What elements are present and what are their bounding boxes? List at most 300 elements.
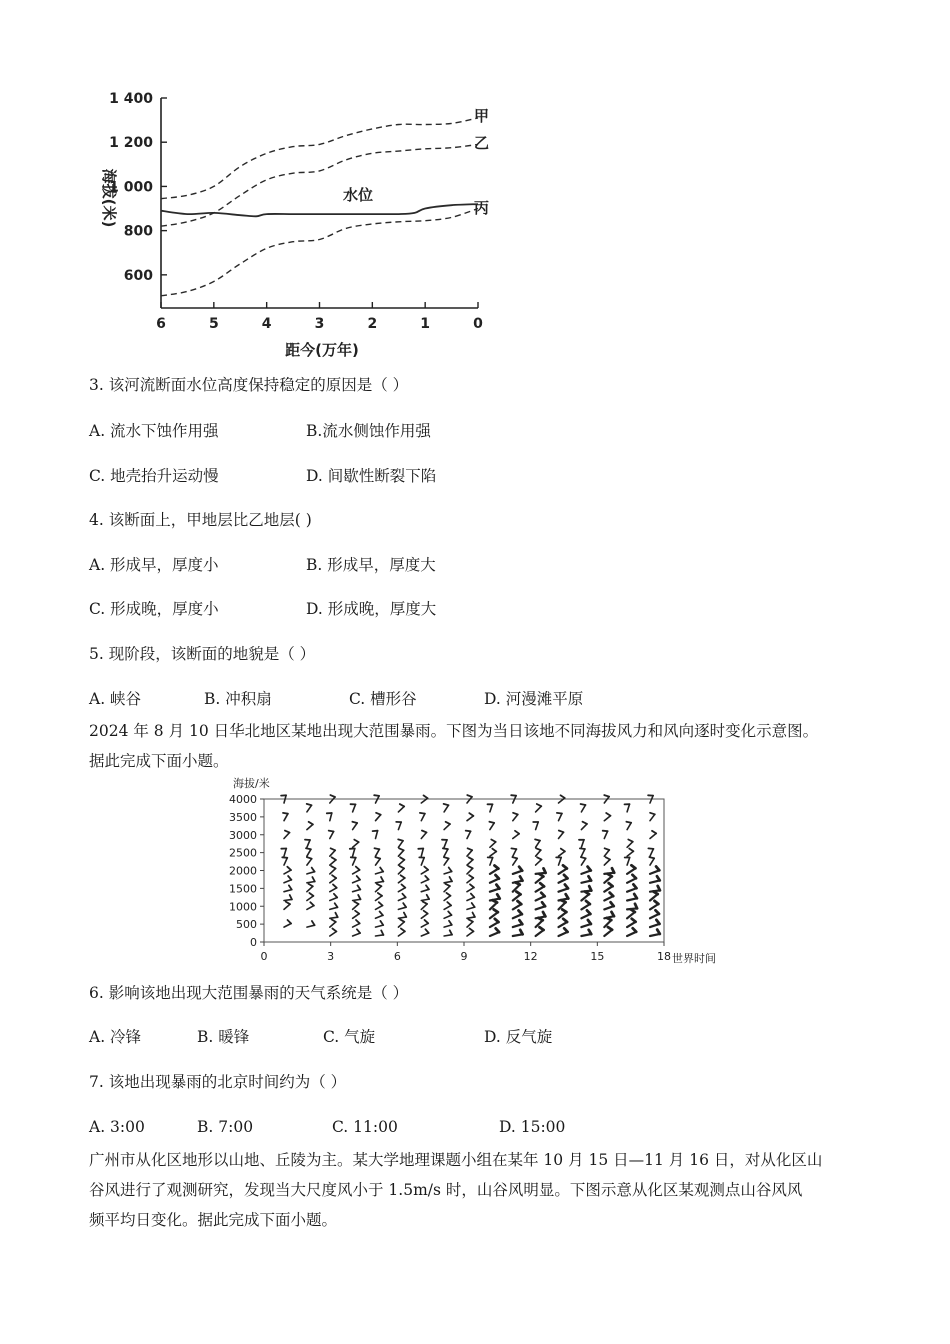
wind-barb-flag	[403, 903, 406, 907]
wind-barb-flag	[466, 831, 471, 832]
wind-barb	[650, 849, 653, 856]
wind-barb	[307, 925, 315, 927]
wind-barb	[627, 858, 630, 866]
q6-option-b[interactable]: B. 暖锋	[197, 1028, 250, 1046]
wind-barb	[627, 842, 633, 848]
wind-barb-flag	[400, 866, 404, 868]
wind-barb-flag	[519, 867, 522, 871]
wind-barb	[330, 878, 336, 883]
wind-barb-flag	[354, 902, 358, 904]
wind-barb-flag	[518, 901, 522, 904]
wind-y-tick-label: 0	[250, 936, 257, 949]
wind-barb	[604, 860, 610, 866]
wind-barb-flag	[312, 921, 315, 925]
q5-option-d[interactable]: D. 河漫滩平原	[484, 690, 584, 708]
wind-y-tick-label: 500	[236, 918, 257, 932]
wind-barb	[650, 934, 660, 936]
wind-barb-flag	[376, 813, 381, 815]
wind-barb	[513, 894, 521, 900]
wind-barb	[307, 824, 313, 829]
wind-barb-flag	[542, 902, 545, 906]
wind-barb-flag	[656, 920, 659, 924]
wind-barb-flag	[307, 857, 312, 859]
wind-barb-flag	[649, 857, 654, 858]
wind-barb-flag	[469, 928, 473, 931]
wind-barb-flag	[354, 840, 358, 843]
wind-barb	[604, 896, 613, 900]
wind-barb-flag	[561, 849, 565, 852]
wind-barb-flag	[535, 839, 540, 840]
wind-barb-flag	[358, 885, 361, 889]
q5-option-a[interactable]: A. 峡谷	[89, 690, 142, 708]
wind-barb-flag	[605, 848, 610, 850]
wind-barb	[559, 851, 565, 856]
wind-barb-flag	[282, 857, 287, 858]
wind-barb-flag	[586, 901, 590, 904]
wind-barb	[650, 858, 654, 865]
wind-barb-flag	[286, 902, 290, 905]
wind-barb	[330, 898, 337, 901]
wind-barb	[421, 858, 424, 866]
wind-barb-flag	[608, 927, 612, 930]
wind-barb	[330, 869, 336, 874]
wind-barb-flag	[425, 920, 429, 923]
wind-barb-flag	[565, 885, 568, 889]
wind-barb	[536, 841, 540, 848]
intro-paragraph-3-line-2: 谷风进行了观测研究，发现当大尺度风小于 1.5m/s 时，山谷风明显。下图示意从化区某观测点山谷风风	[89, 1181, 803, 1199]
wind-barb-flag	[471, 894, 474, 898]
wind-barb-flag	[288, 920, 292, 924]
wind-barb-flag	[358, 895, 360, 899]
wind-barb	[581, 840, 584, 848]
wind-barb	[559, 814, 562, 821]
wind-barb	[581, 924, 591, 927]
wind-barb	[307, 872, 315, 874]
wind-y-tick-label: 1000	[229, 900, 257, 914]
wind-barb	[444, 905, 451, 909]
wind-barb	[536, 896, 545, 900]
wind-barb	[627, 888, 636, 892]
q4-option-c[interactable]: C. 形成晚，厚度小	[89, 600, 219, 618]
wind-barb-flag	[309, 822, 313, 825]
wind-barb	[398, 822, 401, 830]
wind-barb-flag	[332, 875, 336, 878]
wind-barb-flag	[447, 902, 451, 905]
wind-barb-flag	[609, 883, 613, 886]
wind-barb-flag	[356, 920, 360, 923]
wind-barb	[581, 849, 585, 856]
wind-barb-flag	[357, 876, 360, 880]
wind-barb	[376, 872, 384, 874]
wind-barb-flag	[610, 893, 614, 897]
wind-barb	[604, 850, 609, 856]
wind-barb-flag	[493, 900, 498, 902]
wind-barb	[581, 934, 591, 936]
wind-barb-flag	[467, 795, 472, 797]
wind-barb	[513, 904, 522, 909]
wind-barb-flag	[309, 884, 313, 886]
wind-barb	[376, 849, 380, 856]
wind-barb	[284, 899, 292, 900]
x-tick-label: 3	[314, 316, 325, 332]
wind-barb-flag	[495, 919, 499, 922]
wind-barb	[398, 931, 405, 936]
q5-stem: 5. 现阶段，该断面的地貌是（ ）	[89, 645, 316, 663]
wind-barb-flag	[634, 894, 637, 898]
wind-barb	[627, 922, 636, 927]
wind-barb	[376, 831, 378, 839]
wind-barb-flag	[496, 928, 499, 932]
wind-barb-flag	[283, 813, 288, 814]
wind-barb-flag	[557, 813, 562, 814]
wind-barb	[398, 922, 404, 927]
wind-barb	[284, 849, 286, 857]
q6-option-c[interactable]: C. 气旋	[323, 1028, 376, 1046]
wind-barb	[604, 906, 613, 909]
wind-barb	[307, 896, 314, 901]
q6-option-d[interactable]: D. 反气旋	[484, 1028, 553, 1046]
q3-stem: 3. 该河流断面水位高度保持稳定的原因是（ ）	[89, 376, 409, 394]
wind-barb-flag	[401, 875, 405, 878]
wind-x-axis-label: 世界时间	[672, 952, 716, 965]
wind-barb-flag	[581, 857, 586, 858]
wind-barb-flag	[309, 893, 313, 896]
wind-barb-flag	[425, 929, 428, 933]
wind-barb-flag	[449, 921, 452, 925]
wind-barb-flag	[469, 857, 473, 859]
wind-barb	[559, 912, 567, 918]
wind-y-tick-label: 4000	[229, 793, 257, 806]
wind-barb-flag	[540, 883, 544, 886]
wind-barb-flag	[352, 822, 357, 823]
water-level-line	[161, 204, 478, 216]
wind-barb	[353, 890, 361, 892]
x-axis-label: 距今(万年)	[285, 341, 359, 359]
wind-barb-flag	[581, 804, 586, 805]
wind-barb-flag	[511, 848, 516, 849]
wind-barb	[376, 859, 381, 866]
wind-barb	[627, 868, 635, 874]
q7-option-a[interactable]: A. 3:00	[89, 1118, 145, 1136]
wind-barb-flag	[515, 882, 520, 884]
wind-barb-flag	[561, 900, 566, 902]
wind-barb-flag	[541, 893, 545, 897]
wind-x-tick-label: 12	[523, 950, 538, 963]
wind-barb	[490, 932, 499, 936]
wind-barb	[444, 849, 448, 856]
wind-barb-flag	[287, 867, 291, 870]
wind-barb-flag	[377, 884, 382, 886]
wind-barb-flag	[444, 857, 449, 858]
wind-barb	[307, 882, 315, 883]
wind-barb	[376, 935, 384, 936]
wind-barb	[353, 849, 355, 857]
wind-barb	[627, 804, 629, 812]
wind-barb	[467, 860, 473, 865]
wind-barb	[536, 806, 542, 812]
y-tick-label: 1 200	[109, 135, 153, 152]
q7-option-c[interactable]: C. 11:00	[332, 1118, 398, 1136]
q3-option-b[interactable]: B.流水侧蚀作用强	[306, 422, 431, 440]
wind-barb	[398, 917, 406, 918]
wind-barb	[581, 858, 585, 865]
wind-barb	[536, 906, 546, 909]
wind-barb-flag	[310, 902, 314, 905]
wind-barb	[307, 849, 311, 856]
wind-barb-flag	[655, 901, 659, 904]
wind-barb	[376, 886, 382, 892]
wind-barb-flag	[468, 848, 473, 850]
wind-barb-flag	[426, 885, 429, 889]
wind-barb-flag	[473, 913, 475, 917]
wind-barb-flag	[583, 822, 588, 824]
wind-barb-flag	[398, 839, 403, 840]
wind-barb-flag	[306, 848, 311, 849]
wind-barb	[421, 923, 428, 927]
wind-barb-flag	[611, 902, 614, 906]
wind-barb	[444, 881, 452, 883]
wind-barb-flag	[402, 894, 405, 898]
wind-barb	[467, 907, 475, 909]
wind-barb	[376, 815, 381, 821]
wind-barb	[581, 914, 590, 918]
q3-option-d[interactable]: D. 间歇性断裂下陷	[306, 467, 437, 485]
series-jia-line	[161, 118, 478, 199]
wind-barb	[376, 925, 384, 927]
wind-barb	[650, 924, 660, 927]
wind-barb-flag	[496, 875, 499, 879]
wind-barb-flag	[608, 874, 612, 877]
wind-barb	[444, 805, 448, 812]
wind-barb	[650, 894, 658, 900]
wind-barb-flag	[587, 910, 590, 914]
x-tick-label: 1	[420, 316, 431, 332]
wind-barb	[444, 925, 452, 927]
wind-barb	[353, 842, 359, 847]
wind-barb	[490, 823, 494, 830]
wind-barb	[513, 924, 523, 927]
wind-barb-flag	[331, 866, 335, 868]
wind-barb-flag	[380, 912, 383, 916]
wind-barb-flag	[380, 868, 383, 872]
wind-barb	[490, 922, 499, 927]
wind-x-tick-label: 0	[260, 950, 268, 963]
wind-barb	[650, 904, 658, 909]
wind-barb	[353, 923, 360, 927]
wind-barb-flag	[540, 927, 544, 930]
wind-barb	[330, 907, 338, 909]
wind-barb	[513, 849, 517, 856]
wind-barb	[650, 833, 656, 838]
wind-barb-flag	[378, 893, 382, 896]
wind-barb	[581, 894, 589, 900]
x-tick-label: 2	[367, 316, 378, 332]
wind-barb	[513, 914, 522, 918]
wind-barb	[444, 840, 447, 847]
wind-barb	[604, 816, 610, 821]
wind-barb-flag	[519, 911, 522, 915]
wind-barb-flag	[420, 813, 425, 814]
wind-barb	[330, 832, 334, 839]
x-tick-label: 0	[473, 316, 483, 332]
wind-barb	[353, 870, 360, 874]
wind-barb-flag	[333, 884, 337, 887]
wind-barb	[559, 869, 567, 874]
q5-option-b[interactable]: B. 冲积扇	[204, 690, 272, 708]
wind-barb	[444, 824, 450, 830]
q7-option-d[interactable]: D. 15:00	[499, 1118, 566, 1136]
intro-paragraph-2-line-2: 据此完成下面小题。	[89, 752, 229, 770]
wind-barb-flag	[450, 930, 452, 934]
wind-barb	[284, 795, 286, 803]
wind-barb	[398, 878, 404, 883]
q4-option-b[interactable]: B. 形成早，厚度大	[306, 556, 436, 574]
y-tick-label: 1 000	[109, 179, 153, 196]
x-tick-label: 6	[156, 316, 166, 332]
wind-x-tick-label: 15	[590, 950, 605, 963]
q7-stem: 7. 该地出现暴雨的北京时间约为（ ）	[89, 1073, 347, 1091]
q4-option-a[interactable]: A. 形成早，厚度小	[89, 556, 219, 574]
q6-option-a[interactable]: A. 冷锋	[89, 1028, 142, 1046]
wind-barb-flag	[652, 831, 656, 834]
q3-option-c[interactable]: C. 地壳抬升运动慢	[89, 467, 219, 485]
wind-barb-flag	[334, 894, 337, 898]
wind-barb-flag	[468, 866, 473, 868]
wind-barb-flag	[401, 929, 405, 932]
wind-barb	[581, 904, 590, 909]
wind-barb-flag	[515, 831, 519, 834]
wind-barb	[604, 797, 609, 803]
wind-barb	[421, 880, 428, 883]
wind-barb-flag	[332, 929, 336, 932]
wind-barb-flag	[589, 876, 592, 880]
wind-barb	[467, 797, 472, 803]
wind-x-tick-label: 6	[393, 950, 401, 963]
wind-barb	[559, 922, 568, 927]
intro-paragraph-3-line-1: 广州市从化区地形以山地、丘陵为主。某大学地理课题小组在某年 10 月 15 日—11 月 16 日，对从化区山	[89, 1151, 823, 1169]
wind-barb	[444, 935, 452, 936]
wind-barb-flag	[564, 928, 567, 932]
wind-barb-flag	[626, 822, 631, 823]
wind-barb-flag	[588, 920, 591, 924]
wind-barb-flag	[511, 795, 516, 796]
q4-stem: 4. 该断面上，甲地层比乙地层( )	[89, 511, 312, 529]
wind-barb-flag	[612, 868, 614, 873]
wind-barb	[490, 852, 496, 857]
q7-option-b[interactable]: B. 7:00	[197, 1118, 254, 1136]
wind-barb	[307, 840, 310, 847]
wind-barb-flag	[285, 831, 290, 833]
wind-barb	[330, 813, 332, 821]
wind-barb-flag	[443, 848, 448, 849]
wind-barb	[421, 899, 429, 900]
wind-barb-flag	[381, 877, 383, 881]
wind-barb	[398, 888, 405, 892]
wind-barb	[490, 804, 493, 812]
wind-y-tick-label: 3000	[229, 828, 257, 842]
wind-barb	[353, 904, 359, 909]
wind-barb-flag	[603, 831, 608, 832]
y-tick-label: 600	[123, 267, 153, 284]
wind-barb	[284, 814, 288, 821]
wind-barb-flag	[469, 813, 473, 816]
wind-barb	[444, 915, 451, 918]
wind-barb-flag	[425, 876, 428, 880]
wind-y-tick-label: 1500	[229, 882, 257, 896]
wind-barb-flag	[632, 919, 636, 922]
wind-barb-flag	[513, 813, 518, 815]
wind-barb	[330, 860, 336, 865]
wind-barb-flag	[564, 875, 568, 879]
q3-option-a[interactable]: A. 流水下蚀作用强	[89, 422, 219, 440]
wind-barb-flag	[380, 921, 383, 925]
wind-barb-flag	[402, 884, 406, 887]
wind-barb	[490, 879, 499, 883]
wind-x-tick-label: 3	[327, 950, 335, 963]
wind-barb-flag	[588, 867, 591, 871]
wind-barb	[490, 842, 496, 847]
wind-barb	[421, 849, 423, 857]
q4-option-d[interactable]: D. 形成晚，厚度大	[306, 600, 437, 618]
wind-barb-flag	[335, 903, 338, 907]
layer-label-jia: 甲	[474, 107, 490, 125]
wind-y-tick-label: 2500	[229, 846, 257, 860]
wind-barb	[513, 858, 517, 865]
wind-barb	[284, 870, 291, 874]
wind-barb	[490, 858, 493, 866]
wind-barb	[398, 806, 404, 812]
wind-barb	[284, 880, 291, 883]
wind-barb-flag	[631, 865, 635, 868]
wind-barb-flag	[312, 868, 315, 872]
wind-barb-flag	[589, 886, 591, 891]
wind-barb-flag	[495, 866, 499, 869]
wind-barb-flag	[468, 919, 473, 921]
wind-barb-flag	[374, 795, 379, 796]
wind-barb	[444, 896, 450, 901]
wind-barb	[467, 888, 474, 892]
wind-barb	[284, 858, 287, 865]
wind-x-tick-label: 9	[460, 950, 468, 963]
wind-barb	[650, 880, 660, 882]
x-tick-label: 5	[208, 316, 219, 332]
wind-barb	[353, 933, 361, 936]
wind-barb	[421, 870, 428, 874]
wind-barb-flag	[312, 877, 314, 881]
wind-barb-flag	[544, 868, 546, 873]
wind-barb-flag	[330, 795, 335, 797]
wind-barb-flag	[561, 795, 565, 798]
q5-option-c[interactable]: C. 槽形谷	[349, 690, 417, 708]
wind-barb	[581, 824, 587, 830]
wind-barb-flag	[604, 795, 609, 797]
wind-barb-flag	[563, 865, 567, 868]
wind-barb-flag	[290, 895, 292, 899]
wind-barb	[559, 932, 568, 936]
wind-barb	[536, 930, 544, 936]
wind-barb-flag	[399, 848, 404, 850]
wind-barb-flag	[658, 886, 660, 891]
wind-barb-flag	[633, 884, 636, 888]
wind-barb	[444, 872, 452, 874]
wind-barb	[444, 859, 449, 866]
wind-barb-flag	[329, 831, 334, 832]
wind-barb-flag	[289, 885, 292, 889]
wind-barb	[398, 907, 406, 909]
wind-barb	[376, 906, 383, 910]
wind-barb-flag	[657, 876, 660, 880]
wind-barb-flag	[400, 804, 404, 806]
